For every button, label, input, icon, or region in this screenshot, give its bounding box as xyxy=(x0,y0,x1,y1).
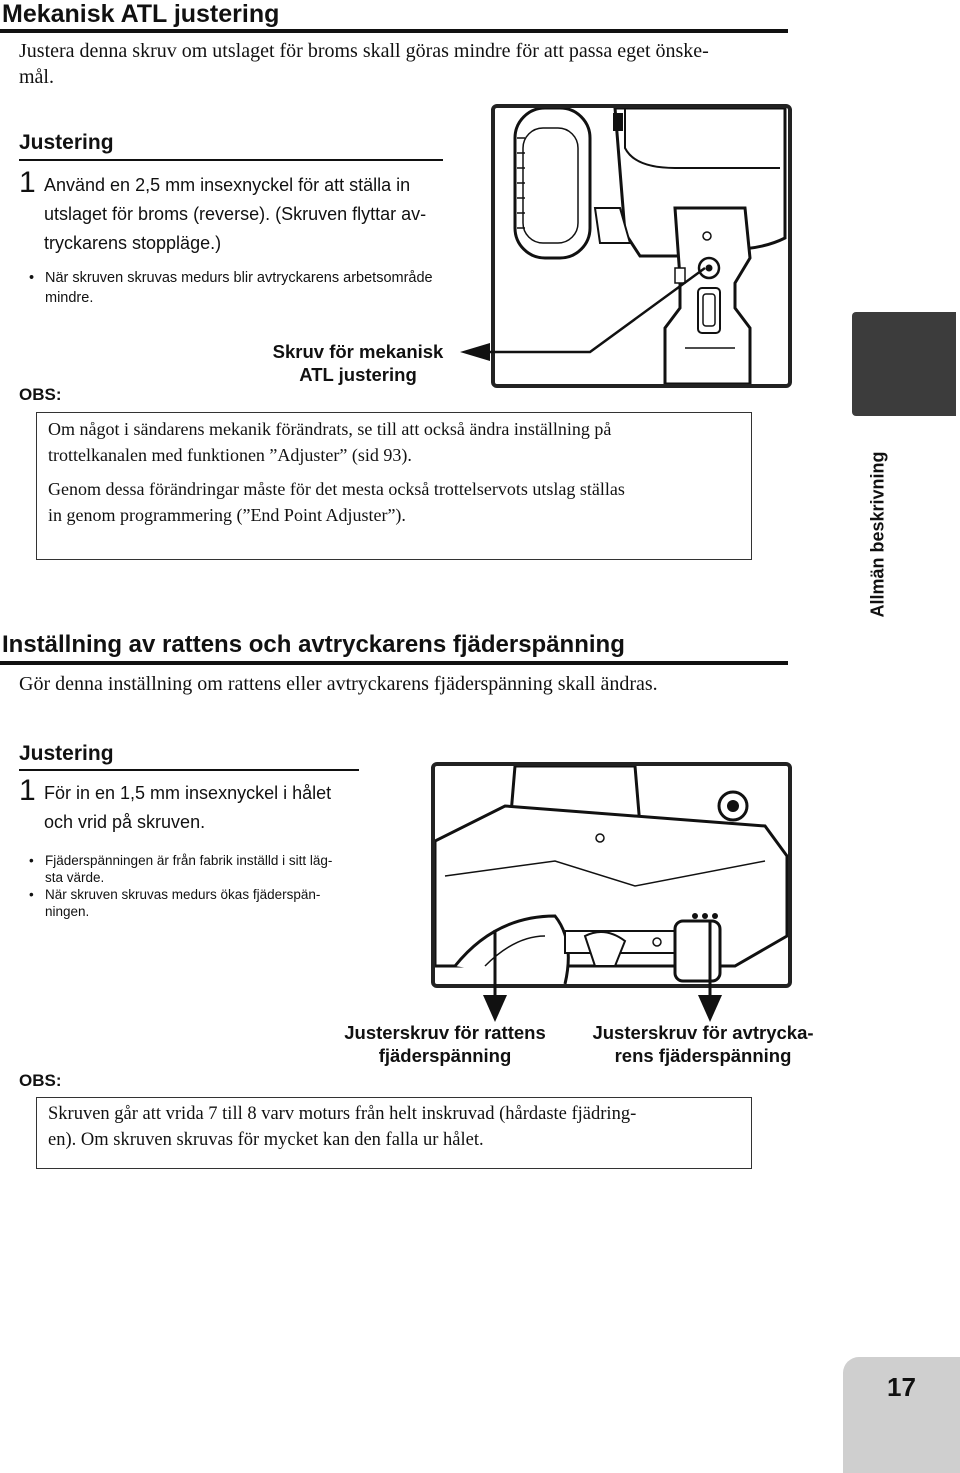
obs-label: OBS: xyxy=(19,385,62,404)
section-tab xyxy=(852,312,956,416)
note-bullet-factory: • Fjäderspänningen är från fabrik inställd i sitt läg- sta värde. xyxy=(25,852,332,886)
intro-text: Justera denna skruv om utslaget för broms skall göras mindre för att passa eget önske- mål. xyxy=(19,40,709,88)
obs-label-2: OBS: xyxy=(19,1071,62,1090)
note-bullet-clockwise: • När skruven skruvas medurs ökas fjäderspän- ningen. xyxy=(25,886,332,920)
subheading-justering-2: Justering xyxy=(19,742,114,765)
page-number: 17 xyxy=(843,1357,960,1473)
obs-text: Om något i sändarens mekanik förändrats, se till att också ändra inställning på trottelkanalen med funktionen ”Adjuster” (sid 93). Genom dessa förändringar måste för det mesta också trottelservots utslag ställas in genom programmering (”End Point Adjuster”). xyxy=(48,419,625,525)
section-title-atl: Mekanisk ATL justering xyxy=(2,0,280,28)
step-number-2: 1 xyxy=(19,774,36,807)
notes-2 xyxy=(25,852,332,920)
callout-wheel-spring: Justerskruv för rattens fjäderspänning xyxy=(344,1022,546,1066)
obs-text-2: Skruven går att vrida 7 till 8 varv moturs från helt inskruvad (hårdaste fjädring- en). Om skruven skruvas för mycket kan den falla ur hålet. xyxy=(48,1104,637,1150)
step-text-2: För in en 1,5 mm insexnyckel i hålet och vrid på skruven. xyxy=(44,783,332,832)
subheading-justering: Justering xyxy=(19,131,114,154)
callout-arrow-2 xyxy=(480,930,510,1025)
intro-text-2: Gör denna inställning om rattens eller avtryckarens fjäderspänning skall ändras. xyxy=(19,673,658,695)
title-rule xyxy=(0,29,788,33)
step-number: 1 xyxy=(19,166,36,199)
subheading-rule xyxy=(19,159,443,161)
subheading-rule-2 xyxy=(19,769,359,771)
section-title-spring: Inställning av rattens och avtryckarens fjäderspänning xyxy=(2,631,625,658)
title-rule-2 xyxy=(0,661,788,665)
obs-box xyxy=(36,412,752,560)
obs-box-2 xyxy=(36,1097,752,1169)
step-text: Använd en 2,5 mm insexnyckel för att ställa in utslaget för broms (reverse). (Skruven flyttar av- tryckarens stoppläge.) xyxy=(44,175,427,253)
callout-arrow-1 xyxy=(455,265,710,365)
section-tab-label: Allmän beskrivning xyxy=(867,451,888,618)
callout-atl-screw: Skruv för mekanisk ATL justering xyxy=(272,341,444,385)
callout-trigger-spring: Justerskruv för avtrycka- rens fjäderspänning xyxy=(592,1022,814,1066)
note-bullet: • När skruven skruvas medurs blir avtryckarens arbetsområde mindre. xyxy=(25,268,960,308)
callout-arrow-3 xyxy=(695,920,725,1025)
